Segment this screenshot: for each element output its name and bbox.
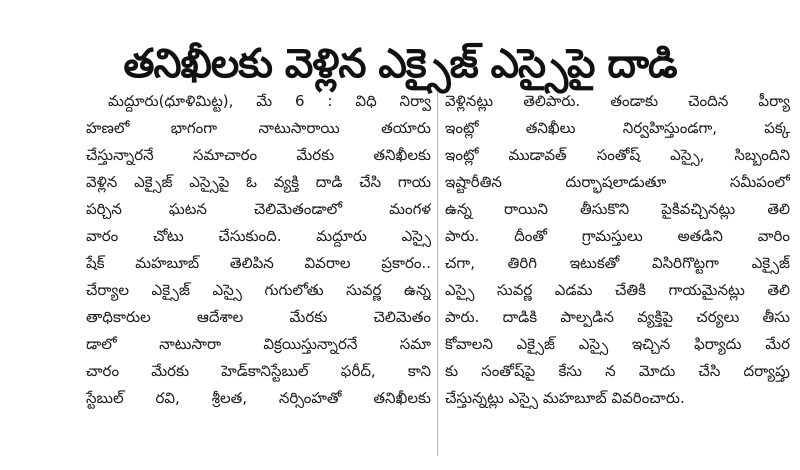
paragraph-line: ఎస్సై సువర్ణ ఎడమ చేతికి గాయమైనట్లు తెలి	[445, 281, 790, 299]
paragraph-line: వారం చోటు చేసుకుంది. మద్దూరు ఎస్సై	[86, 227, 431, 245]
paragraph-line: వెళ్లిన ఎక్సైజ్ ఎస్సైపై ఓ వ్యక్తి దాడి చేసి గాయ	[86, 173, 431, 191]
paragraph-line: ఇంట్లో ముడావత్ సంతోష్ ఎస్సై, సిబ్బందిని	[445, 146, 790, 164]
paragraph-line: చగా, తిరిగి ఇటుకతో విసిరిగొట్టగా ఎక్సైజ్	[445, 254, 790, 272]
paragraph-line: కు సంతోష్‌పై కేసు న మోదు చేసి దర్యాప్తు	[445, 362, 790, 380]
paragraph-line: ఇష్టారీతిన దుర్భాషలాడుతూ సమీపంలో	[445, 173, 790, 191]
left-column	[86, 88, 431, 464]
headline: తనిఖీలకు వెళ్లిన ఎక్సైజ్ ఎస్సైపై దాడి	[123, 40, 677, 87]
paragraph-line: పారు. దాడికి పాల్పడిన వ్యక్తిపై చర్యలు తీసు	[445, 308, 790, 326]
paragraph-line: చేర్యాల ఎక్సైజ్ ఎస్సై గుగులోతు సువర్ణ ఉన్న	[86, 281, 431, 299]
paragraph-line: వెళ్లినట్లు తెలిపారు. తండాకు చెందిన పీర్యా	[445, 92, 790, 110]
paragraph-line: పర్చిన ఘటన చెలిమెతండాలో మంగళ	[86, 200, 431, 218]
paragraph-line: ఇంట్లో తనిఖీలు నిర్వహిస్తుండగా, పక్క	[445, 119, 790, 137]
paragraph-line: హణలో భాగంగా నాటుసారాయి తయారు	[86, 119, 431, 137]
right-column	[445, 88, 790, 464]
paragraph-line: తాధికారుల ఆదేశాల మేరకు చెలిమెతం	[86, 308, 431, 326]
paragraph-line: మద్దూరు(ధూళిమిట్ట), మే 6 : విధి నిర్వా	[108, 92, 431, 110]
paragraph-line: షేక్ మహబూబ్ తెలిపిన వివరాల ప్రకారం..	[86, 254, 431, 272]
article-body	[86, 88, 790, 464]
paragraph-line: ఉన్న రాయిని తీసుకొని పైకివచ్చినట్లు తెలి	[445, 200, 790, 218]
paragraph-line: డాలో నాటుసారా విక్రయిస్తున్నారనే సమా	[86, 335, 431, 353]
paragraph-line: కోవాలని ఎక్సైజ్ ఎస్సై ఇచ్చిన ఫిర్యాదు మేర	[445, 335, 790, 353]
paragraph-line: చేస్తున్నారనే సమాచారం మేరకు తనిఖీలకు	[86, 146, 431, 164]
paragraph-line: చారం మేరకు హెడ్‌కానిస్టేబుల్ ఫరీద్, కాని	[86, 362, 431, 380]
column-divider	[437, 92, 438, 456]
paragraph-line: పారు. దీంతో గ్రామస్తులు అతడిని వారిం	[445, 227, 790, 245]
paragraph-line: స్టేబుల్ రవి, శ్రీలత, నర్సింహతో తనిఖీలకు	[86, 389, 431, 407]
paragraph-line: చేస్తున్నట్లు ఎస్సై మహబూబ్ వివరించారు.	[445, 389, 685, 407]
